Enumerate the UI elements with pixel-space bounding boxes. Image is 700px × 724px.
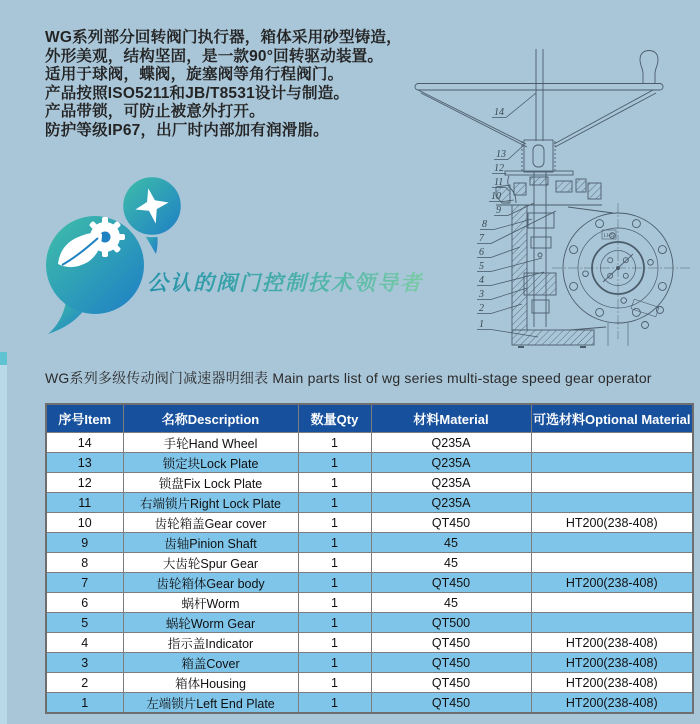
table-cell: 9: [46, 533, 123, 553]
table-cell: 45: [371, 533, 531, 553]
table-cell: HT200(238-408): [531, 633, 693, 653]
table-row: [46, 473, 693, 493]
table-cell: 1: [298, 513, 371, 533]
table-cell: [531, 533, 693, 553]
table-cell: 齿轮箱体Gear body: [123, 573, 298, 593]
table-cell: 45: [371, 593, 531, 613]
table-row: [46, 493, 693, 513]
callout-label: 3: [479, 289, 484, 300]
table-cell: 14: [46, 433, 123, 453]
table-cell: 齿轴Pinion Shaft: [123, 533, 298, 553]
parts-table: [45, 403, 694, 714]
table-cell: 2: [46, 673, 123, 693]
table-cell: 左端锁片Left End Plate: [123, 693, 298, 714]
base-plate: [512, 330, 594, 347]
table-cell: HT200(238-408): [531, 693, 693, 714]
intro-line: 防护等级IP67，出厂时内部加有润滑脂。: [45, 121, 329, 139]
callout-label: 9: [496, 205, 501, 216]
table-row: [46, 613, 693, 633]
table-cell: 1: [298, 693, 371, 714]
table-cell: 锁定块Lock Plate: [123, 453, 298, 473]
table-cell: QT450: [371, 513, 531, 533]
callout-label: 11: [494, 177, 504, 188]
table-cell: 大齿轮Spur Gear: [123, 553, 298, 573]
table-cell: 1: [298, 533, 371, 553]
table-cell: 3: [46, 653, 123, 673]
table-cell: 10: [46, 513, 123, 533]
intro-line: 产品按照ISO5211和JB/T8531设计与制造。: [45, 84, 350, 102]
table-cell: Q235A: [371, 473, 531, 493]
table-cell: [531, 473, 693, 493]
table-cell: QT450: [371, 633, 531, 653]
table-cell: HT200(238-408): [531, 673, 693, 693]
intro-line: WG系列部分回转阀门执行器，箱体采用砂型铸造，: [45, 29, 402, 46]
table-cell: 1: [298, 453, 371, 473]
table-row: [46, 433, 693, 453]
table-cell: HT200(238-408): [531, 513, 693, 533]
table-cell: 1: [298, 673, 371, 693]
left-edge-accent: [0, 352, 7, 365]
table-cell: QT450: [371, 573, 531, 593]
table-cell: 右端锁片Right Lock Plate: [123, 493, 298, 513]
table-cell: 4: [46, 633, 123, 653]
table-cell: 1: [298, 553, 371, 573]
table-cell: [531, 453, 693, 473]
callout-label: 8: [482, 219, 487, 230]
table-cell: QT500: [371, 613, 531, 633]
technical-drawing: [410, 45, 700, 355]
table-row: [46, 533, 693, 553]
table-cell: 齿轮箱盖Gear cover: [123, 513, 298, 533]
gear-housing-front-view: [552, 203, 690, 346]
table-row: [46, 633, 693, 653]
worm-shaft: [524, 172, 556, 327]
table-cell: 1: [298, 593, 371, 613]
table-cell: 箱盖Cover: [123, 653, 298, 673]
valve-stem: [536, 49, 543, 141]
table-cell: 45: [371, 553, 531, 573]
table-cell: 1: [298, 573, 371, 593]
table-cell: 12: [46, 473, 123, 493]
table-cell: 手轮Hand Wheel: [123, 433, 298, 453]
table-cell: QT450: [371, 673, 531, 693]
table-cell: Q235A: [371, 433, 531, 453]
table-row: [46, 553, 693, 573]
callout-label: 12: [494, 163, 504, 174]
table-header-row: [46, 404, 693, 433]
callout-label: 7: [479, 233, 484, 244]
table-cell: QT450: [371, 653, 531, 673]
column-header: 数量Qty: [298, 404, 371, 433]
callout-label: 1: [479, 319, 484, 330]
table-row: [46, 673, 693, 693]
table-cell: [531, 593, 693, 613]
left-edge-strip: [0, 352, 7, 724]
table-cell: 1: [298, 653, 371, 673]
handwheel-knob: [640, 51, 658, 84]
handwheel: [415, 51, 663, 148]
intro-line: 产品带锁，可防止被意外打开。: [45, 103, 265, 120]
table-cell: 13: [46, 453, 123, 473]
table-cell: 蜗杆Worm: [123, 593, 298, 613]
table-cell: HT200(238-408): [531, 653, 693, 673]
table-cell: 11: [46, 493, 123, 513]
table-cell: 1: [298, 493, 371, 513]
table-row: [46, 573, 693, 593]
table-cell: 蜗轮Worm Gear: [123, 613, 298, 633]
callout-label: 10: [491, 191, 501, 202]
table-cell: [531, 553, 693, 573]
column-header: 名称Description: [123, 404, 298, 433]
table-cell: 5: [46, 613, 123, 633]
table-row: [46, 513, 693, 533]
table-row: [46, 593, 693, 613]
table-cell: 1: [298, 473, 371, 493]
table-title: WG系列多级传动阀门减速器明细表 Main parts list of wg series multi-stage speed gear operator: [45, 370, 652, 386]
drawing-badge: LHS: [603, 233, 615, 239]
hub: [522, 140, 555, 172]
brand-logo: [38, 168, 218, 348]
table-cell: 箱体Housing: [123, 673, 298, 693]
callout-label: 4: [479, 275, 484, 286]
table-cell: QT450: [371, 693, 531, 714]
table-cell: 6: [46, 593, 123, 613]
table-cell: [531, 433, 693, 453]
brand-tagline: 公认的阀门控制技术领导者: [147, 267, 487, 297]
table-cell: 7: [46, 573, 123, 593]
callout-label: 6: [479, 247, 484, 258]
table-row: [46, 653, 693, 673]
table-cell: Q235A: [371, 453, 531, 473]
table-row: [46, 693, 693, 714]
table-cell: 8: [46, 553, 123, 573]
intro-line: 外形美观，结构坚固，是一款90°回转驱动装置。: [45, 47, 384, 65]
table-cell: HT200(238-408): [531, 573, 693, 593]
callout-label: 13: [496, 149, 506, 160]
table-cell: Q235A: [371, 493, 531, 513]
table-cell: 1: [46, 693, 123, 714]
table-cell: [531, 493, 693, 513]
callout-label: 5: [479, 261, 484, 272]
table-cell: 1: [298, 633, 371, 653]
table-row: [46, 453, 693, 473]
table-cell: [531, 613, 693, 633]
intro-line: 适用于球阀，蝶阀，旋塞阀等角行程阀门。: [45, 66, 344, 83]
table-cell: 1: [298, 613, 371, 633]
table-cell: 1: [298, 433, 371, 453]
table-cell: 锁盘Fix Lock Plate: [123, 473, 298, 493]
callout-label: 14: [494, 107, 504, 118]
column-header: 可选材料Optional Material: [531, 404, 693, 433]
callout-label: 2: [479, 303, 484, 314]
column-header: 材料Material: [371, 404, 531, 433]
column-header: 序号Item: [46, 404, 123, 433]
table-cell: 指示盖Indicator: [123, 633, 298, 653]
